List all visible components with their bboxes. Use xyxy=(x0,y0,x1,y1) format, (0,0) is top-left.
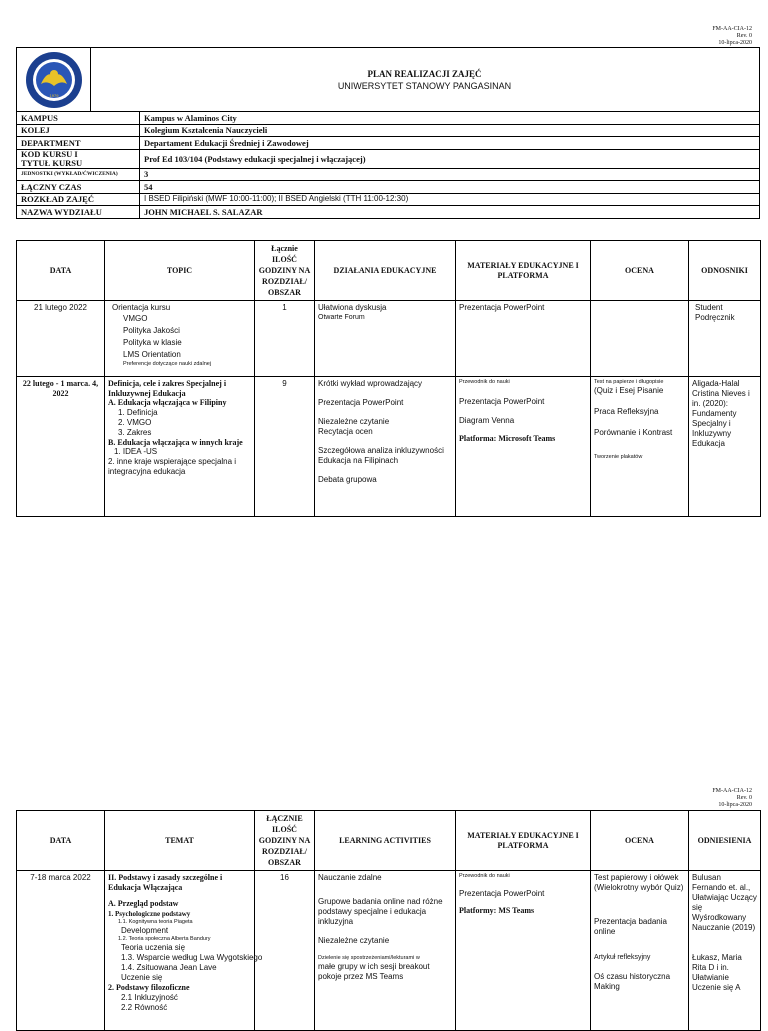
info-row-units: JEDNOSTKI (WYKŁAD/ĆWICZENIA) 3 xyxy=(17,168,760,181)
course-info-table xyxy=(16,111,760,219)
form-code: FM-AA-CIA-12 Rev. 0 10-lipca-2020 xyxy=(712,26,752,46)
info-row-course-code: KOD KURSU I TYTUŁ KURSU Prof Ed 103/104 (Podstawy edukacji specjalnej i włączającej) xyxy=(17,149,760,168)
info-row-faculty: NAZWA WYDZIAŁU JOHN MICHAEL S. SALAZAR xyxy=(17,206,760,219)
info-row-campus: KAMPUS Kampus w Alaminos City xyxy=(17,112,760,125)
page-title: PLAN REALIZACJI ZAJĘĆ xyxy=(367,69,482,79)
plan-table-header: DATA TEMAT ŁĄCZNIE ILOŚĆ GODZINY NA ROZDZIAŁ/ OBSZAR LEARNING ACTIVITIES MATERIAŁY EDUKACYJNE I PLATFORMA OCENA ODNIESIENIA xyxy=(17,811,761,871)
plan-table xyxy=(16,240,761,517)
plan-table-header: DATA TOPIC Łącznie ILOŚĆ GODZINY NA ROZDZIAŁ/ OBSZAR DZIAŁANIA EDUKACYJNE MATERIAŁY EDUKACYJNE I PLATFORMA OCENA ODNOSNIKI xyxy=(17,241,761,301)
table-row: 21 lutego 2022 Orientacja kursu VMGO Polityka Jakości Polityka w klasie LMS Orientation Preferencje dotyczące nauki zdalnej 1 Ułatwiona dyskusja Otwarte Forum Prezentacja PowerPoint Student Podręcznik xyxy=(17,301,761,377)
info-row-schedule: ROZKŁAD ZAJĘĆ I BSED Filipiński (MWF 10:00-11:00); II BSED Angielski (TTH 11:00-12:30) xyxy=(17,193,760,206)
info-row-total-time: ŁĄCZNY CZAS 54 xyxy=(17,181,760,194)
plan-table-page2 xyxy=(16,810,761,1031)
info-row-department: DEPARTMENT Departament Edukacji Średniej i Zawodowej xyxy=(17,137,760,150)
seal-cell xyxy=(17,48,91,111)
page-subtitle: UNIWERSYTET STANOWY PANGASINAN xyxy=(337,81,512,91)
form-code-page2: FM-AA-CIA-12 Rev. 0 10-lipca-2020 xyxy=(712,788,752,808)
table-row: 7-18 marca 2022 II. Podstawy i zasady szczególne i Edukacja Włączająca A. Przegląd podstaw 1. Psychologiczne podstawy 1.1. Kognitywna teoria Piageta Development 1.2. Teoria społeczna Alberta Bandury Teoria uczenia się 1.3. Wsparcie według Lwa Wygotskiego 1.4. Zsituowana Jean Lave Uczenie się 2. Podstawy filozoficzne 2.1 Inkluzyjność 2.2 Równość 16 Nauczanie zdalne Grupowe badania online nad różne podstawy specjalne i edukacja inkluzyjna Niezależne czytanie Dzielenie się spostrzeżeniami/lekturami w małe grupy w ich sesji breakout pokoje przez MS Teams Przewodnik do nauki Prezentacja PowerPoint Platformy: MS Teams Test papierowy i ołówek (Wielokrotny wybór Quiz) Prezentacja badania online Artykuł refleksyjny Oś czasu historyczna Making Bulusan Fernando et. al., Ułatwiając Uczący się Wyśrodkowany Nauczanie (2019) Łukasz, Maria Rita D i in. Ułatwianie Uczenie się A xyxy=(17,871,761,1031)
university-seal-icon xyxy=(21,50,87,110)
table-row: 22 lutego - 1 marca. 4, 2022 Definicja, cele i zakres Specjalnej i Inkluzywnej Edukacja A. Edukacja włączająca w Filipiny 1. Definicja 2. VMGO 3. Zakres B. Edukacja włączająca w innych kraje 1. IDEA -US 2. inne kraje wspierające specjalna i integracyjna edukacja 9 Krótki wykład wprowadzający Prezentacja PowerPoint Niezależne czytanie Recytacja ocen Szczegółowa analiza inkluzywności Edukacja na Filipinach Debata grupowa Przewodnik do nauki Prezentacja PowerPoint Diagram Venna Platforma: Microsoft Teams Test na papierze i długopisie (Quiz i Esej Pisanie Praca Refleksyjna Porównanie i Kontrast Tworzenie plakatów Aligada-Halal Cristina Nieves i in. (2020): Fundamenty Specjalny i Inkluzywny Edukacja xyxy=(17,377,761,517)
document-header xyxy=(16,47,760,112)
svg-text:1979: 1979 xyxy=(49,93,59,98)
info-row-college: KOLEJ Kolegium Kształcenia Nauczycieli xyxy=(17,124,760,137)
